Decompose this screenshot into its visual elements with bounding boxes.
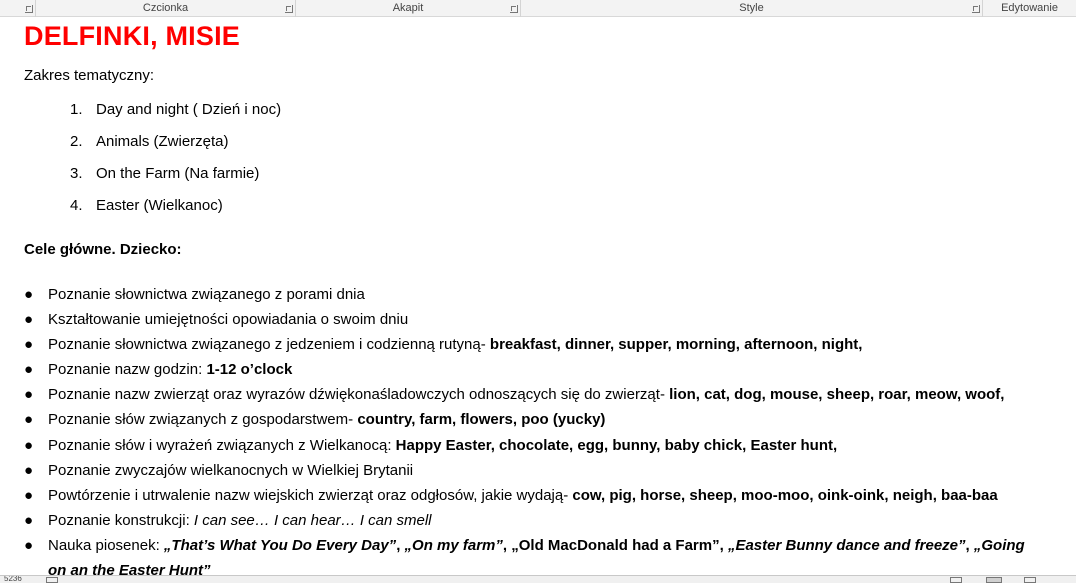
document-page[interactable]: [0, 17, 1076, 575]
song-title: „That’s What You Do Every Day”: [163, 537, 397, 554]
songs-label: Nauka piosenek:: [48, 537, 164, 554]
song-title: „Old MacDonald had a Farm”: [511, 537, 720, 554]
goal-text: Powtórzenie i utrwalenie nazw wiejskich zwierząt oraz odgłosów, jakie wydają-: [48, 487, 573, 504]
bullet-icon: ●: [24, 361, 34, 378]
goal-text: Poznanie konstrukcji:: [48, 512, 194, 529]
bullet-icon: ●: [24, 512, 34, 529]
proofing-icon[interactable]: [46, 577, 58, 583]
styles-dialog-launcher-icon[interactable]: [972, 5, 980, 13]
goal-text: Poznanie nazw zwierząt oraz wyrazów dźwiękonaśladowczych odnoszących się do zwierząt-: [48, 386, 670, 403]
word-count[interactable]: 5236: [4, 575, 22, 583]
list-item: [24, 462, 413, 479]
goal-bold-text: lion, cat, dog, mouse, sheep, roar, meow, woof,: [669, 386, 1005, 403]
goal-text: Poznanie słów związanych z gospodarstwem-: [48, 411, 358, 428]
bullet-icon: ●: [24, 462, 34, 479]
goal-bold-text: 1-12 o’clock: [206, 361, 293, 378]
ribbon-group-font: [36, 0, 296, 17]
ribbon-group-editing: [983, 0, 1076, 17]
bullet-icon: ●: [24, 311, 34, 328]
song-title: „Easter Bunny dance and freeze”: [727, 537, 966, 554]
list-item: [24, 537, 1025, 554]
topics-heading: Zakres tematyczny:: [24, 67, 155, 84]
bullet-icon: ●: [24, 336, 34, 353]
song-separator: ,: [719, 537, 728, 554]
editing-group-label: Edytowanie: [1001, 2, 1058, 14]
list-number: 2.: [70, 133, 83, 150]
list-item: [70, 197, 223, 214]
goal-text: Poznanie słownictwa związanego z jedzeniem i codzienną rutyną-: [48, 336, 490, 353]
goal-italic-text: I can see… I can hear… I can smell: [193, 512, 432, 529]
font-dialog-launcher-icon[interactable]: [285, 5, 293, 13]
goal-bold-text: country, farm, flowers, poo (yucky): [357, 411, 606, 428]
song-separator: ,: [502, 537, 512, 554]
bullet-icon: ●: [24, 286, 34, 303]
bullet-icon: ●: [24, 411, 34, 428]
goal-text: Poznanie słów i wyrażeń związanych z Wielkanocą:: [48, 437, 396, 454]
list-item: [24, 361, 292, 378]
list-item: [24, 487, 998, 504]
styles-group-label: Style: [739, 2, 764, 14]
list-item: [24, 336, 862, 353]
ribbon-group-styles: [521, 0, 983, 17]
list-item-text: On the Farm (Na farmie): [96, 165, 260, 182]
list-item-continuation: [48, 562, 211, 575]
goal-bold-text: cow, pig, horse, sheep, moo-moo, oink-oink, neigh, baa-baa: [572, 487, 998, 504]
goals-heading: Cele główne. Dziecko:: [24, 241, 182, 258]
bullet-icon: ●: [24, 537, 34, 554]
song-title: „On my farm”: [404, 537, 503, 554]
list-item-text: Animals (Zwierzęta): [96, 133, 229, 150]
list-item-text: Easter (Wielkanoc): [96, 197, 223, 214]
list-number: 4.: [70, 197, 83, 214]
ribbon-group-labels: [0, 0, 1076, 17]
status-bar: [0, 575, 1076, 583]
goal-text: Poznanie słownictwa związanego z porami dnia: [48, 286, 365, 303]
list-item: [70, 101, 281, 118]
list-number: 3.: [70, 165, 83, 182]
song-title-continuation: on an the Easter Hunt”: [48, 562, 211, 575]
clipboard-dialog-launcher-icon[interactable]: [25, 5, 33, 13]
font-group-label: Czcionka: [142, 2, 189, 14]
list-item: [24, 311, 408, 328]
list-item: [24, 437, 837, 454]
bullet-icon: ●: [24, 437, 34, 454]
read-mode-icon[interactable]: [950, 577, 962, 583]
goal-bold-text: Happy Easter, chocolate, egg, bunny, baby chick, Easter hunt,: [395, 437, 838, 454]
list-item: [70, 133, 229, 150]
goal-bold-text: breakfast, dinner, supper, morning, afternoon, night,: [489, 336, 863, 353]
paragraph-dialog-launcher-icon[interactable]: [510, 5, 518, 13]
bullet-icon: ●: [24, 487, 34, 504]
ribbon-group-paragraph: [296, 0, 521, 17]
goal-text: Poznanie zwyczajów wielkanocnych w Wielkiej Brytanii: [48, 462, 414, 479]
list-item: [70, 165, 259, 182]
song-separator: ,: [965, 537, 974, 554]
list-item: [24, 512, 432, 529]
bullet-icon: ●: [24, 386, 34, 403]
list-number: 1.: [70, 101, 83, 118]
ribbon-group-clipboard-tail: [0, 0, 36, 17]
print-layout-icon[interactable]: [986, 577, 1002, 583]
list-item: [24, 286, 365, 303]
goal-text: Kształtowanie umiejętności opowiadania o swoim dniu: [48, 311, 409, 328]
song-separator: ,: [396, 537, 405, 554]
web-layout-icon[interactable]: [1024, 577, 1036, 583]
paragraph-group-label: Akapit: [392, 2, 424, 14]
goal-text: Poznanie nazw godzin:: [48, 361, 207, 378]
list-item: [24, 386, 1004, 403]
list-item-text: Day and night ( Dzień i noc): [96, 101, 282, 118]
document-title: DELFINKI, MISIE: [24, 21, 241, 51]
song-title: „Going: [973, 537, 1025, 554]
list-item: [24, 411, 605, 428]
